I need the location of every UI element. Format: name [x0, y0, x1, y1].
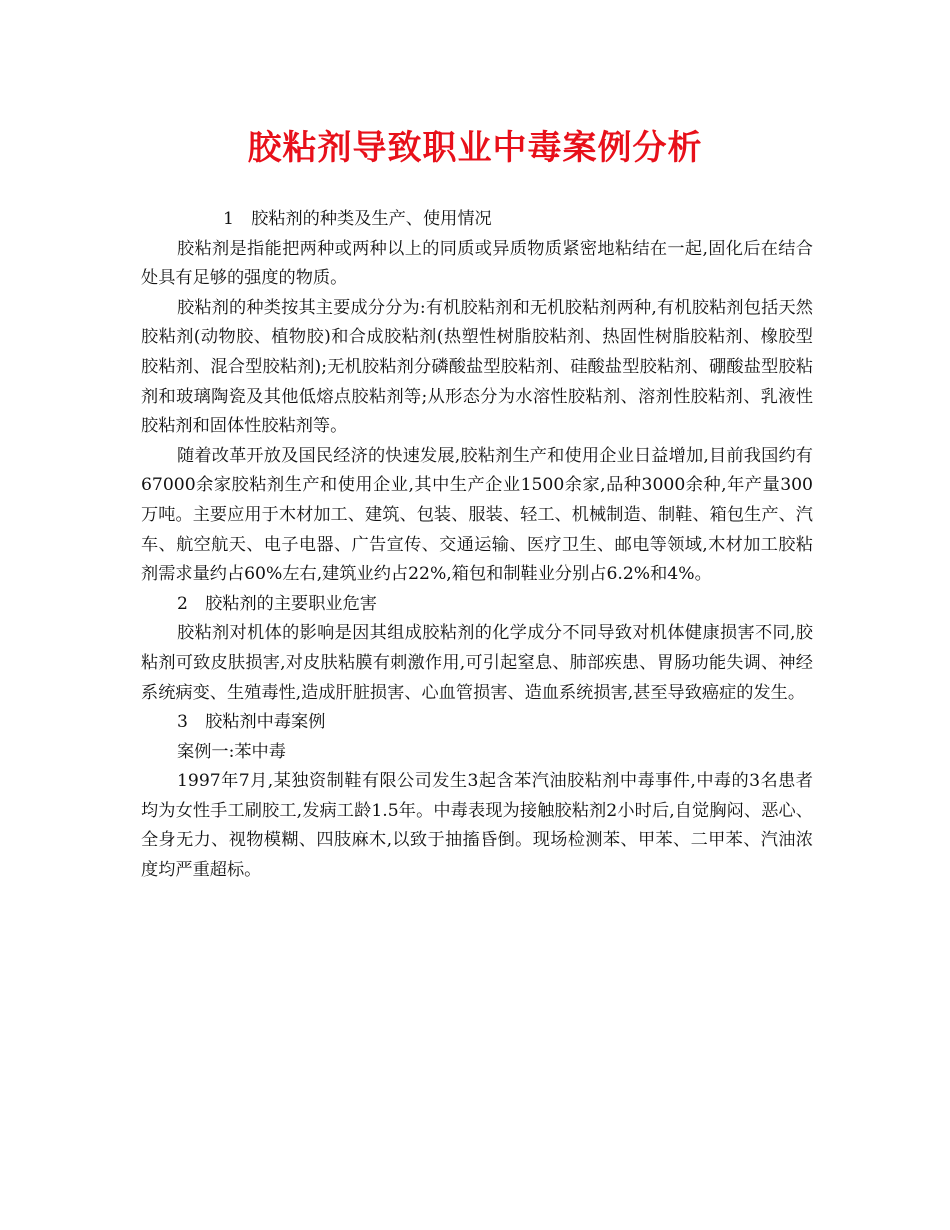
paragraph-types: 胶粘剂的种类按其主要成分分为:有机胶粘剂和无机胶粘剂两种,有机胶粘剂包括天然胶粘剂(动物胶、植物胶)和合成胶粘剂(热塑性树脂胶粘剂、热固性树脂胶粘剂、橡胶型胶粘剂、混合型胶粘剂);无机胶粘剂分磷酸盐型胶粘剂、硅酸盐型胶粘剂、硼酸盐型胶粘剂和玻璃陶瓷及其他低熔点胶粘剂等;从形态分为水溶性胶粘剂、溶剂性胶粘剂、乳液性胶粘剂和固体性胶粘剂等。: [141, 297, 813, 437]
case-heading-1: 案例一:苯中毒: [177, 741, 286, 762]
section-heading-1: 1 胶粘剂的种类及生产、使用情况: [223, 209, 492, 229]
section-heading-3: 3 胶粘剂中毒案例: [177, 712, 326, 733]
paragraph-definition: 胶粘剂是指能把两种或两种以上的同质或异质物质紧密地粘结在一起,固化后在结合处具有足够的强度的物质。: [141, 238, 813, 289]
document-body: [141, 205, 813, 886]
paragraph-hazards: 胶粘剂对机体的影响是因其组成胶粘剂的化学成分不同导致对机体健康损害不同,胶粘剂可致皮肤损害,对皮肤粘膜有刺激作用,可引起窒息、肺部疾患、胃肠功能失调、神经系统病变、生殖毒性,造成肝脏损害、心血管损害、造血系统损害,甚至导致癌症的发生。: [141, 623, 813, 703]
paragraph-case-1: 1997年7月,某独资制鞋有限公司发生3起含苯汽油胶粘剂中毒事件,中毒的3名患者均为女性手工刷胶工,发病工龄1.5年。中毒表现为接触胶粘剂2小时后,自觉胸闷、恶心、全身无力、视物模糊、四肢麻木,以致于抽搐昏倒。现场检测苯、甲苯、二甲苯、汽油浓度均严重超标。: [141, 771, 813, 881]
section-heading-2: 2 胶粘剂的主要职业危害: [177, 593, 377, 614]
paragraph-industry: 随着改革开放及国民经济的快速发展,胶粘剂生产和使用企业日益增加,目前我国约有67000余家胶粘剂生产和使用企业,其中生产企业1500余家,品种3000余种,年产量300万吨。主要应用于木材加工、建筑、包装、服装、轻工、机械制造、制鞋、箱包生产、汽车、航空航天、电子电器、广告宣传、交通运输、医疗卫生、邮电等领域,木材加工胶粘剂需求量约占60%左右,建筑业约占22%,箱包和制鞋业分别占6.2%和4%。: [141, 445, 813, 585]
document-title: 胶粘剂导致职业中毒案例分析: [247, 128, 703, 168]
